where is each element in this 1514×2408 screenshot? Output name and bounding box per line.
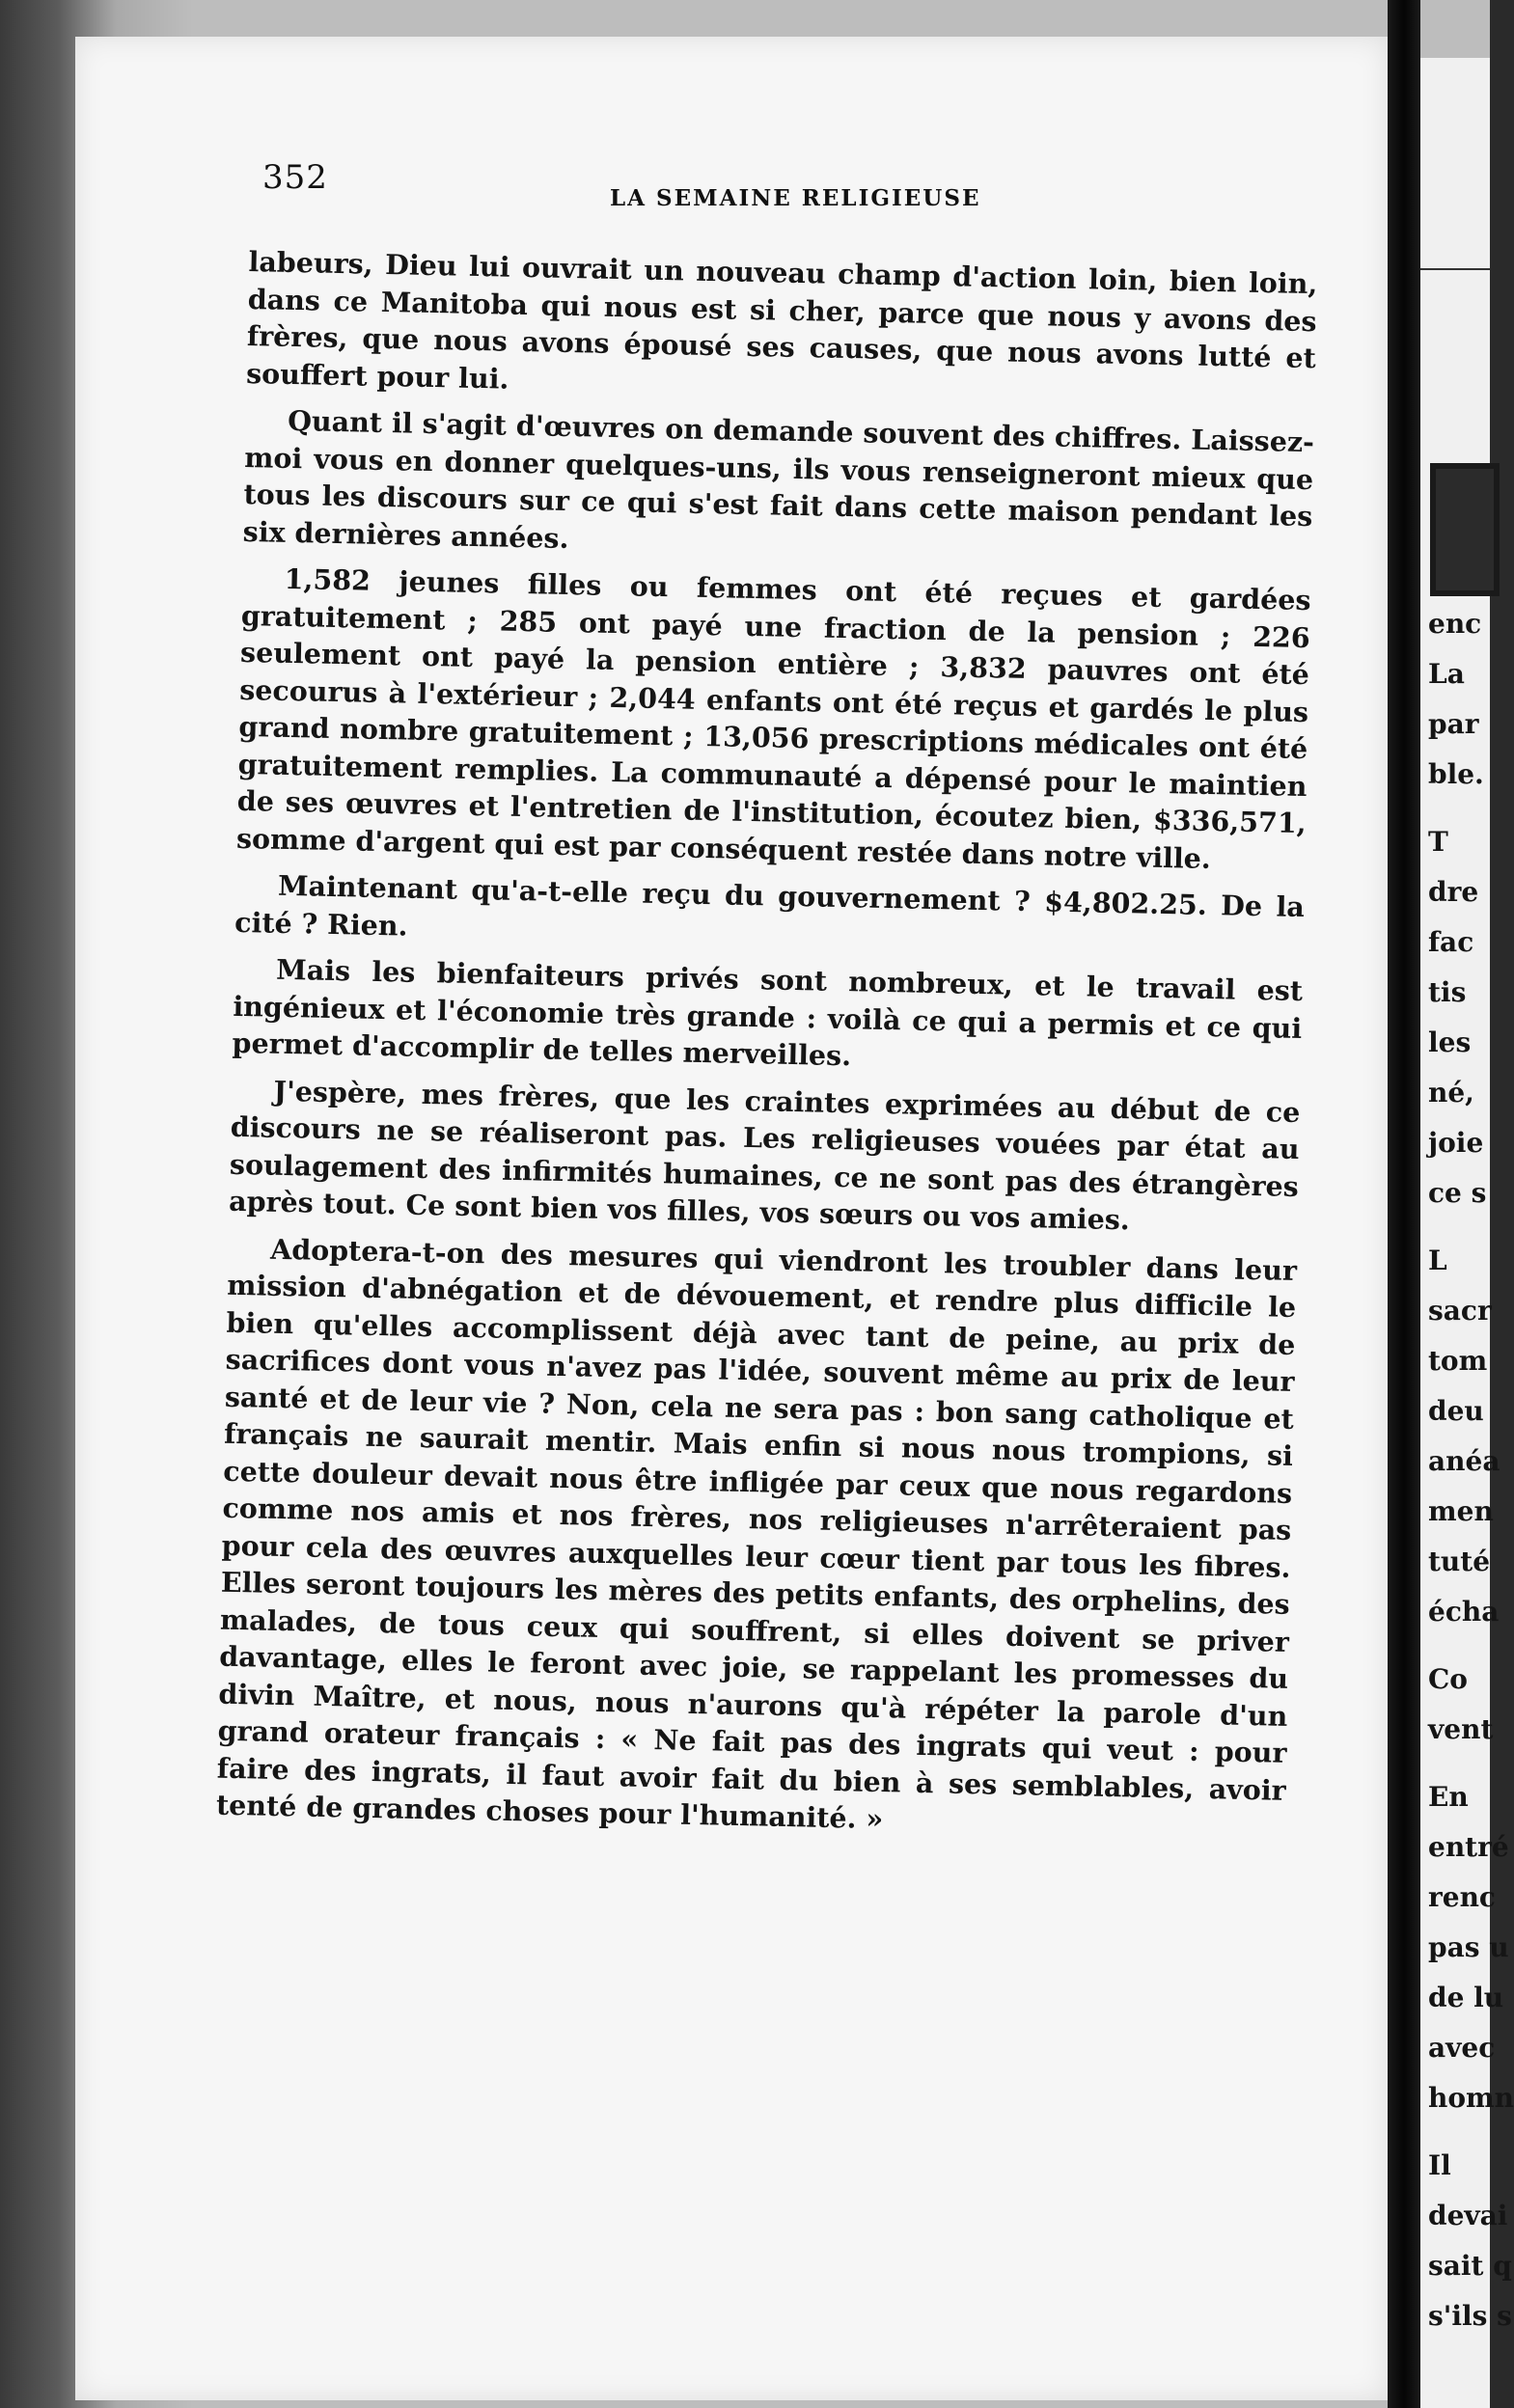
page-number: 352 — [262, 158, 328, 197]
right-page-fragment: sacr — [1428, 1295, 1492, 1327]
right-page-fragment: Co — [1428, 1663, 1468, 1695]
running-title: LA SEMAINE RELIGIEUSE — [610, 185, 981, 211]
right-page-fragment: Il — [1428, 2149, 1451, 2181]
book-gutter — [1388, 0, 1420, 2408]
paragraph: labeurs, Dieu lui ouvrait un nouveau champ d'action loin, bien loin, dans ce Manitoba qui nous est si cher, parce que nous y avons des frères, que nous avons épousé ses causes, que nous avons lutté et souffert pour lui. — [245, 244, 1318, 396]
right-page-edge — [1420, 58, 1514, 2408]
paragraph: Maintenant qu'a-t-elle reçu du gouvernement ? $4,802.25. De la cité ? Rien. — [234, 868, 1306, 943]
right-page-fragment: les — [1428, 1026, 1472, 1058]
right-page-fragment: men — [1428, 1495, 1494, 1527]
paragraph: Quant il s'agit d'œuvres on demande souvent des chiffres. Laissez-moi vous en donner quelques-uns, ils vous renseigneront mieux que tous les discours sur ce qui s'est fait dans cette maison pendant les six dernières années. — [242, 403, 1315, 555]
right-page-fragment: enc — [1428, 608, 1482, 640]
paragraph: 1,582 jeunes filles ou femmes ont été reçues et gardées gratuitement ; 285 ont payé une fraction de la pension ; 226 seulement ont payé la pension entière ; 3,832 pauvres ont été secourus à l'extérieur ; 2,044 enfants ont été reçus et gardés le plus grand nombre gratuitement ; 13,056 prescriptions médicales ont été gratuitement remplies. La communauté a dépensé pour le maintien de ses œuvres et l'entretien de l'institution, écoutez bien, $336,571, somme d'argent qui est par conséquent restée dans notre ville. — [235, 561, 1311, 875]
right-page-fragment: par — [1428, 708, 1479, 740]
right-page-fragment: devai — [1428, 2200, 1508, 2231]
right-page-fragment: entré — [1428, 1831, 1509, 1863]
right-page-fragment: né, — [1428, 1077, 1474, 1108]
right-page-fragment: écha — [1428, 1596, 1500, 1628]
right-page-fragment: homn — [1428, 2082, 1514, 2114]
right-page-fragment: deu — [1428, 1395, 1484, 1427]
drop-cap-ornament — [1430, 463, 1500, 596]
header-rule — [1420, 268, 1490, 270]
body-text — [215, 243, 1317, 1855]
right-page-fragment: vent — [1428, 1713, 1494, 1745]
right-page-fragment: En — [1428, 1781, 1469, 1813]
right-page-fragment: tis — [1428, 976, 1467, 1008]
paragraph: Mais les bienfaiteurs privés sont nombreux, et le travail est ingénieux et l'économie très grande : voilà ce qui a permis et ce qui permet d'accomplir de telles merveilles. — [232, 952, 1304, 1073]
right-page-fragment: s'ils s — [1428, 2300, 1512, 2332]
right-page-fragment: L — [1428, 1245, 1447, 1276]
right-page-fragment: de lu — [1428, 1982, 1504, 2013]
right-page-fragment: anéa — [1428, 1445, 1500, 1477]
right-page-fragment: tom — [1428, 1345, 1488, 1377]
right-page-fragment: T — [1428, 826, 1448, 858]
right-page-fragment: sait q — [1428, 2250, 1512, 2282]
right-page-fragment: pas u — [1428, 1931, 1509, 1963]
right-page-fragment: ble. — [1428, 758, 1484, 790]
right-page-fragment: renc — [1428, 1881, 1496, 1913]
paragraph: Adoptera-t-on des mesures qui viendront les troubler dans leur mission d'abnégation et de dévouement, et rendre plus difficile le bien qu'elles accomplissent déjà avec tant de peine, au prix de sacrifices dont vous n'avez pas l'idée, souvent même au prix de leur santé et de leur vie ? Non, cela ne sera pas : bon sang catholique et français ne saurait mentir. Mais enfin si nous nous trompions, si cette douleur devait nous être infligée par ceux que nous regardons comme nos amis et nos frères, nos religieuses n'arrêteraient pas pour cela des œuvres auxquelles leur cœur tient par tous les fibres. Elles seront toujours les mères des petits enfants, des orphelins, des malades, de tous ceux qui souffrent, si elles doivent se priver davantage, elles le feront avec joie, se rappelant les promesses du divin Maître, et nous, nous n'aurons qu'à répéter la parole d'un grand orateur français : « Ne fait pas des ingrats qui veut : pour faire des ingrats, il faut avoir fait du bien à ses semblables, avoir tenté de grandes choses pour l'humanité. » — [215, 1232, 1298, 1836]
right-page-fragment: joie — [1428, 1127, 1484, 1159]
right-page-fragment: fac — [1428, 926, 1474, 958]
right-page-fragment: dre — [1428, 876, 1479, 908]
right-page-fragment: avec — [1428, 2032, 1496, 2064]
paragraph: J'espère, mes frères, que les craintes exprimées au début de ce discours ne se réaliseront pas. Les religieuses vouées par état au soulagement des infirmités humaines, ce ne sont pas des étrangères après tout. Ce sont bien vos filles, vos sœurs ou vos amies. — [228, 1074, 1301, 1237]
right-page-fragment: ce s — [1428, 1177, 1487, 1209]
right-page-fragment: La — [1428, 658, 1465, 690]
right-page-fragment: tuté — [1428, 1546, 1491, 1577]
